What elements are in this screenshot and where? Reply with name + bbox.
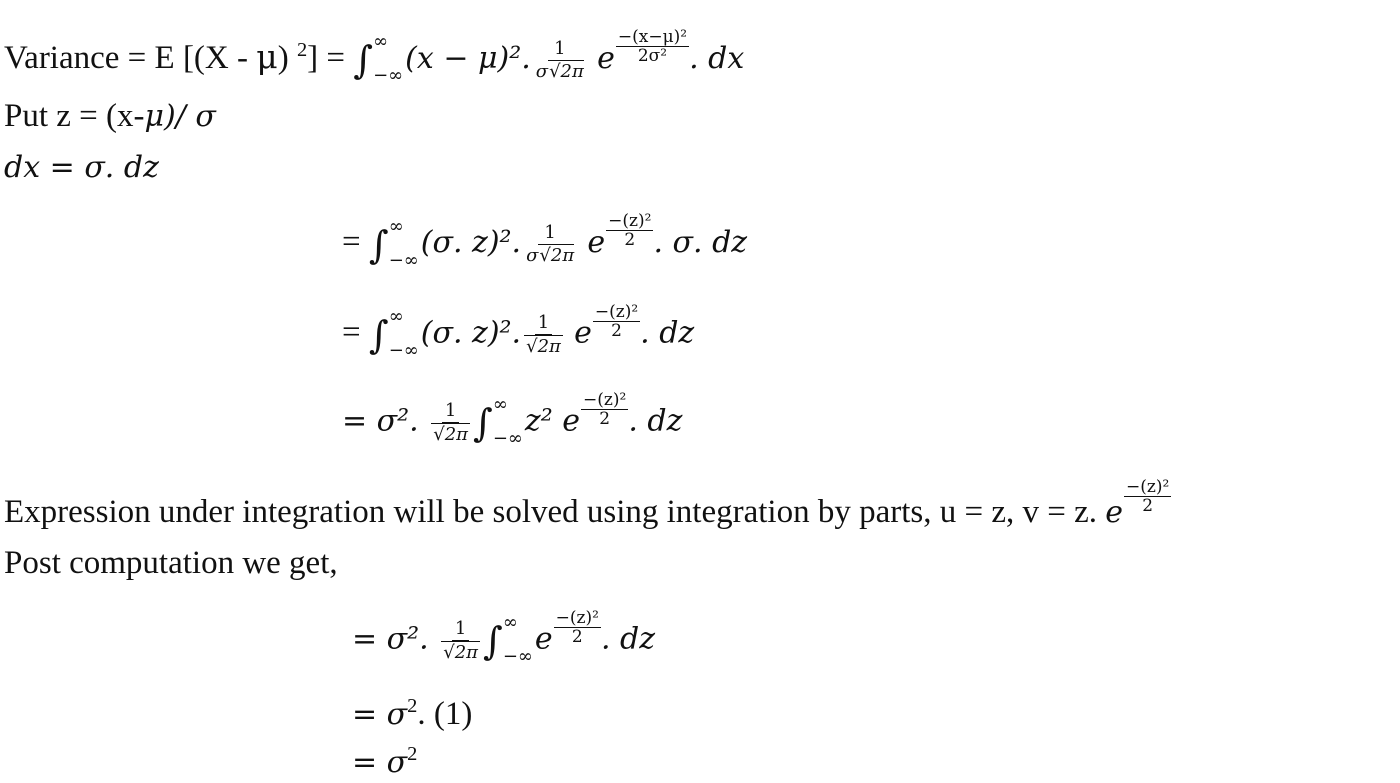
fraction-denominator — [534, 61, 586, 83]
differential-dz: . dz — [600, 621, 656, 657]
exponent-fraction — [1124, 478, 1171, 515]
integral-sign: ∫ — [368, 222, 389, 267]
exponent-fraction — [616, 28, 689, 65]
exponent-numerator: −(x−μ)² — [617, 27, 688, 47]
lower-limit: −∞ — [373, 65, 404, 87]
euler-e: e — [562, 403, 581, 439]
exponent-numerator: −(z)² — [608, 211, 652, 232]
integral-sign: ∫ — [473, 401, 493, 445]
exponent-fraction — [606, 212, 653, 249]
step-five-expression — [352, 686, 472, 735]
normal-coefficient-fraction — [524, 222, 576, 267]
fraction-numerator: 1 — [442, 400, 459, 423]
upper-limit: ∞ — [373, 31, 389, 53]
normal-coefficient-fraction — [534, 38, 586, 83]
sqrt-two-pi: √2π — [526, 336, 561, 357]
equals-sign: = — [342, 224, 369, 261]
lower-limit: −∞ — [388, 249, 419, 271]
sqrt-two-pi: √2π — [549, 60, 584, 82]
fraction-numerator: 1 — [452, 618, 469, 641]
integration-by-parts-note — [4, 477, 1171, 533]
euler-e: e — [597, 41, 615, 76]
differential-line: dx = σ. dz — [4, 150, 159, 185]
variance-definition — [4, 27, 745, 87]
exponent-fraction — [554, 609, 601, 646]
integral-sign: ∫ — [368, 313, 389, 357]
exponent-fraction — [593, 303, 640, 340]
variance-mid-text: ) — [277, 40, 297, 76]
step-one-expression — [342, 211, 748, 271]
coefficient-fraction — [431, 400, 470, 446]
integrand-term: (σ. z)². — [420, 315, 522, 351]
put-z-tail: )/ σ — [164, 99, 216, 134]
exponent-denominator: 2σ² — [637, 46, 668, 66]
variance-equals-text: ] = — [307, 40, 354, 76]
sqrt-two-pi: √2π — [443, 642, 479, 663]
put-z-text: Put z = (x- — [4, 98, 145, 134]
times-one-text: . (1) — [417, 696, 473, 732]
sigma-squared-prefix: = σ². — [352, 621, 439, 657]
euler-e: e — [587, 225, 606, 261]
integral-limits — [388, 306, 419, 361]
mu-symbol: μ — [256, 37, 278, 76]
fraction-numerator: 1 — [535, 312, 552, 335]
fraction-numerator: 1 — [541, 222, 558, 245]
square-superscript: 2 — [407, 695, 418, 717]
differential-dz: . dz — [628, 403, 683, 439]
exponent-denominator: 2 — [611, 320, 622, 341]
euler-e: e — [534, 621, 553, 657]
step-three-expression — [342, 389, 683, 449]
integral-limits — [492, 394, 523, 449]
euler-e: e — [574, 315, 592, 351]
variance-lhs-text: Variance = E [(X - — [4, 40, 257, 76]
euler-e: e — [1105, 495, 1124, 530]
exponent-fraction — [581, 391, 628, 428]
exponent-denominator: 2 — [624, 230, 636, 251]
exponent-numerator: −(z)² — [594, 301, 639, 322]
post-computation-text: Post computation we get, — [4, 545, 338, 581]
differential-dz: . dz — [640, 315, 695, 351]
final-result — [352, 734, 417, 783]
differential-sigma-dz: . σ. dz — [653, 225, 748, 261]
fraction-denominator — [524, 245, 576, 267]
integrand-term: (x − μ)². — [405, 41, 531, 76]
z-squared: z² — [524, 403, 563, 439]
sigma-squared-prefix: = σ². — [342, 403, 429, 439]
coefficient-fraction — [524, 312, 563, 358]
sigma-symbol: σ — [526, 245, 539, 266]
lower-limit: −∞ — [492, 428, 523, 449]
explanation-text: Expression under integration will be solved using integration by parts, u = z, v = z. — [4, 494, 1106, 530]
fraction-numerator: 1 — [551, 38, 568, 61]
step-four-expression — [352, 607, 656, 667]
integral-limits — [388, 215, 419, 271]
upper-limit: ∞ — [388, 215, 404, 237]
lower-limit: −∞ — [502, 646, 533, 667]
square-superscript: 2 — [407, 743, 418, 765]
sqrt-two-pi: √2π — [539, 245, 575, 266]
integral-sign: ∫ — [353, 38, 374, 83]
differential-dx: . dx — [689, 41, 745, 76]
coefficient-fraction — [441, 618, 480, 664]
sigma-prefix: = σ — [352, 697, 408, 732]
integral-limits — [373, 31, 404, 87]
exponent-numerator: −(z)² — [555, 607, 599, 628]
upper-limit: ∞ — [492, 394, 508, 415]
upper-limit: ∞ — [502, 612, 518, 633]
exponent-numerator: −(z)² — [583, 389, 627, 410]
integral-sign: ∫ — [483, 619, 503, 663]
exponent-denominator: 2 — [1142, 496, 1154, 516]
equals-sign: = — [342, 314, 369, 351]
sigma-prefix: = σ — [352, 745, 408, 780]
upper-limit: ∞ — [388, 306, 404, 327]
sqrt-two-pi: √2π — [433, 424, 469, 445]
integral-limits — [502, 612, 533, 667]
integrand-term: (σ. z)². — [420, 225, 522, 261]
step-two-expression — [342, 301, 695, 361]
sigma-symbol: σ — [535, 60, 549, 82]
lower-limit: −∞ — [388, 340, 419, 361]
exponent-denominator: 2 — [599, 408, 611, 429]
exponent-denominator: 2 — [571, 626, 583, 647]
exponent-numerator: −(z)² — [1126, 477, 1170, 497]
square-superscript: 2 — [296, 39, 308, 61]
mu-symbol: μ — [144, 99, 165, 134]
substitution-line — [4, 96, 216, 137]
